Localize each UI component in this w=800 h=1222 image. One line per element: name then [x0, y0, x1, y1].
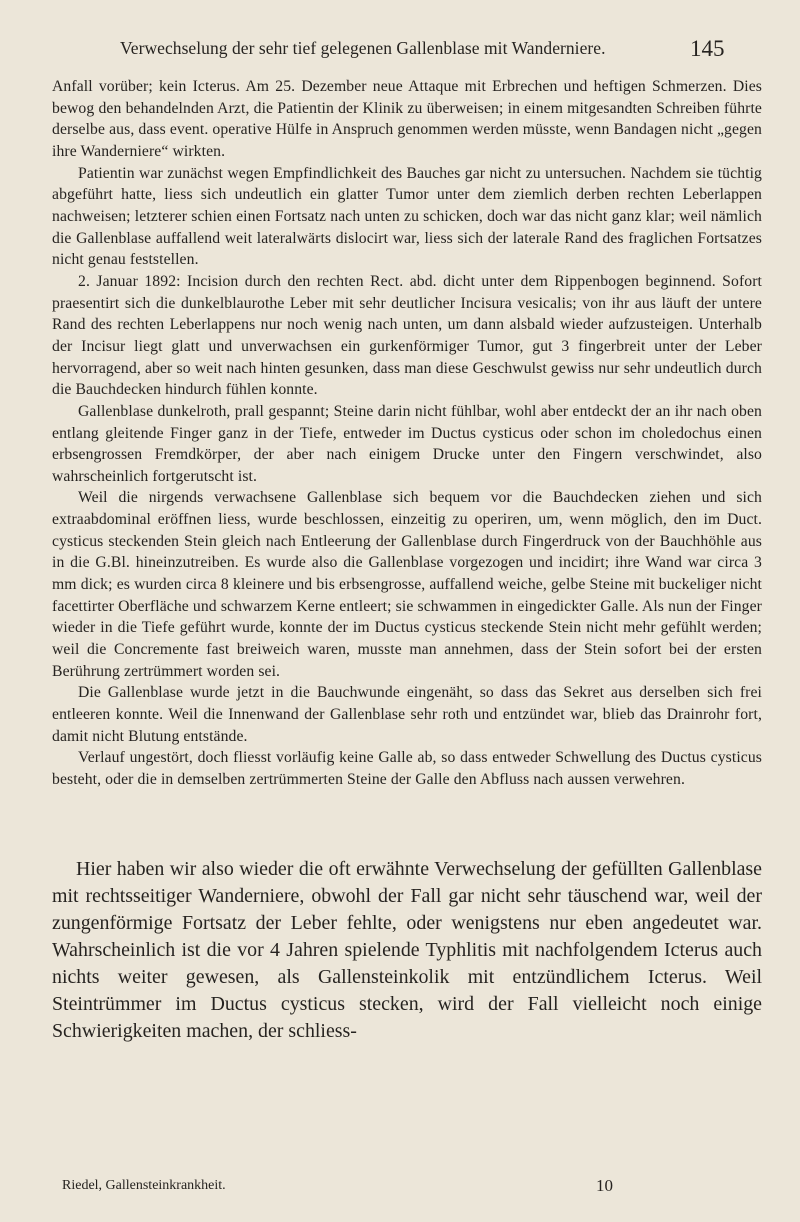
paragraph-discussion: Hier haben wir also wieder die oft erwähnte Verwechselung der gefüllten Gallenblase mit rechtsseitiger Wanderniere, obwohl der Fall gar nicht sehr täuschend war, weil der zungenförmige Fortsatz der Leber fehlte, oder wenigstens nur eben angedeutet war. Wahrscheinlich ist die vor 4 Jahren spielende Typhlitis mit nachfolgendem Icterus auch nichts weiter gewesen, als Gallensteinkolik mit entzündlichem Icterus. Weil Steintrümmer im Ductus cysticus stecken, wird der Fall vielleicht noch einige Schwierigkeiten machen, der schliess-	[52, 858, 762, 1042]
page-footer	[62, 1178, 662, 1200]
sheet-number: 10	[596, 1176, 613, 1195]
paragraph-gallenblase: Gallenblase dunkelroth, prall gespannt; Steine darin nicht fühlbar, wohl aber entdeckt der an ihr nach oben entlang gleitende Finger ganz in der Tiefe, entweder im Ductus cysticus oder schon im choledochus einen erbsengrossen Fremdkörper, der aber nach einigem Drucke unter den Fingern verschwindet, also wahrscheinlich fortgerutscht ist.	[52, 402, 762, 485]
page-number: 145	[690, 36, 725, 61]
paragraph-patientin: Patientin war zunächst wegen Empfindlichkeit des Bauches gar nicht zu untersuchen. Nachdem sie tüchtig abgeführt hatte, liess sich undeutlich ein glatter Tumor unter dem ziemlich derben rechten Leberlappen nachweisen; letzterer schien einen Fortsatz nach unten zu schicken, doch war das nicht ganz klar; weil nämlich die Gallenblase auffallend weit lateralwärts dislocirt war, liess sich der laterale Rand des fraglichen Fortsatzes nicht genau feststellen.	[52, 164, 762, 269]
paragraph-anfall: Anfall vorüber; kein Icterus. Am 25. Dezember neue Attaque mit Erbrechen und heftigen Schmerzen. Dies bewog den behandelnden Arzt, die Patientin der Klinik zu überweisen; in einem mitgesandten Schreiben führte derselbe aus, dass event. operative Hülfe in Anspruch genommen werden müsste, wenn Bandagen nicht „gegen ihre Wanderniere“ wirkten.	[52, 78, 762, 160]
printer-signature: Riedel, Gallensteinkrankheit.	[62, 1178, 226, 1193]
paragraph-naht: Die Gallenblase wurde jetzt in die Bauchwunde eingenäht, so dass das Sekret aus derselben sich frei entleeren konnte. Weil die Innenwand der Gallenblase sehr roth und entzündet war, blieb das Drainrohr fort, damit nicht Blutung entstände.	[52, 684, 762, 745]
paragraph-incision: 2. Januar 1892: Incision durch den rechten Rect. abd. dicht unter dem Rippenbogen beginnend. Sofort praesentirt sich die dunkelblaurothe Leber mit sehr deutlicher Incisura vesicalis; von ihr aus läuft der untere Rand des rechten Leberlappens nur noch wenig nach unten, um dann alsbald wieder aufzusteigen. Unterhalb der Incisur liegt glatt und unverwachsen ein gurkenförmiger Tumor, gut 3 fingerbreit unter der Leber hervorragend, aber so weit nach hinten gesunken, dass man diese Geschwulst gewiss nur sehr undeutlich durch die Bauchdecken hindurch fühlen konnte.	[52, 272, 762, 399]
paragraph-operation: Weil die nirgends verwachsene Gallenblase sich bequem vor die Bauchdecken ziehen und sich extraabdominal eröffnen liess, wurde beschlossen, einzeitig zu operiren, um, wenn möglich, den im Duct. cysticus steckenden Stein gleich nach Entleerung der Gallenblase durch Fingerdruck von der Bauchhöhle aus in die G.Bl. hineinzutreiben. Es wurde also die Gallenblase vorgezogen und incidirt; ihre Wand war circa 3 mm dick; es wurden circa 8 kleinere und bis erbsengrosse, auffallend weiche, gelbe Steine mit buckeliger nicht facettirter Oberfläche und schwarzem Kerne entleert; sie schwammen in eingedickter Galle. Als nun der Finger wieder in die Tiefe geführt wurde, konnte der im Ductus cysticus steckende Stein nicht mehr gefühlt werden; weil die Concremente fast breiweich waren, musste man annehmen, dass der Stein sofort bei der ersten Berührung zertrümmert worden sei.	[52, 489, 762, 680]
body-text	[52, 76, 762, 791]
paragraph-verlauf: Verlauf ungestört, doch fliesst vorläufig keine Galle ab, so dass entweder Schwellung des Ductus cysticus besteht, oder die in demselben zertrümmerten Steine der Galle den Abfluss nach aussen verwehren.	[52, 749, 762, 788]
page-header	[120, 28, 750, 68]
running-title: Verwechselung der sehr tief gelegenen Gallenblase mit Wanderniere.	[120, 38, 606, 58]
discussion-text	[52, 856, 762, 1045]
